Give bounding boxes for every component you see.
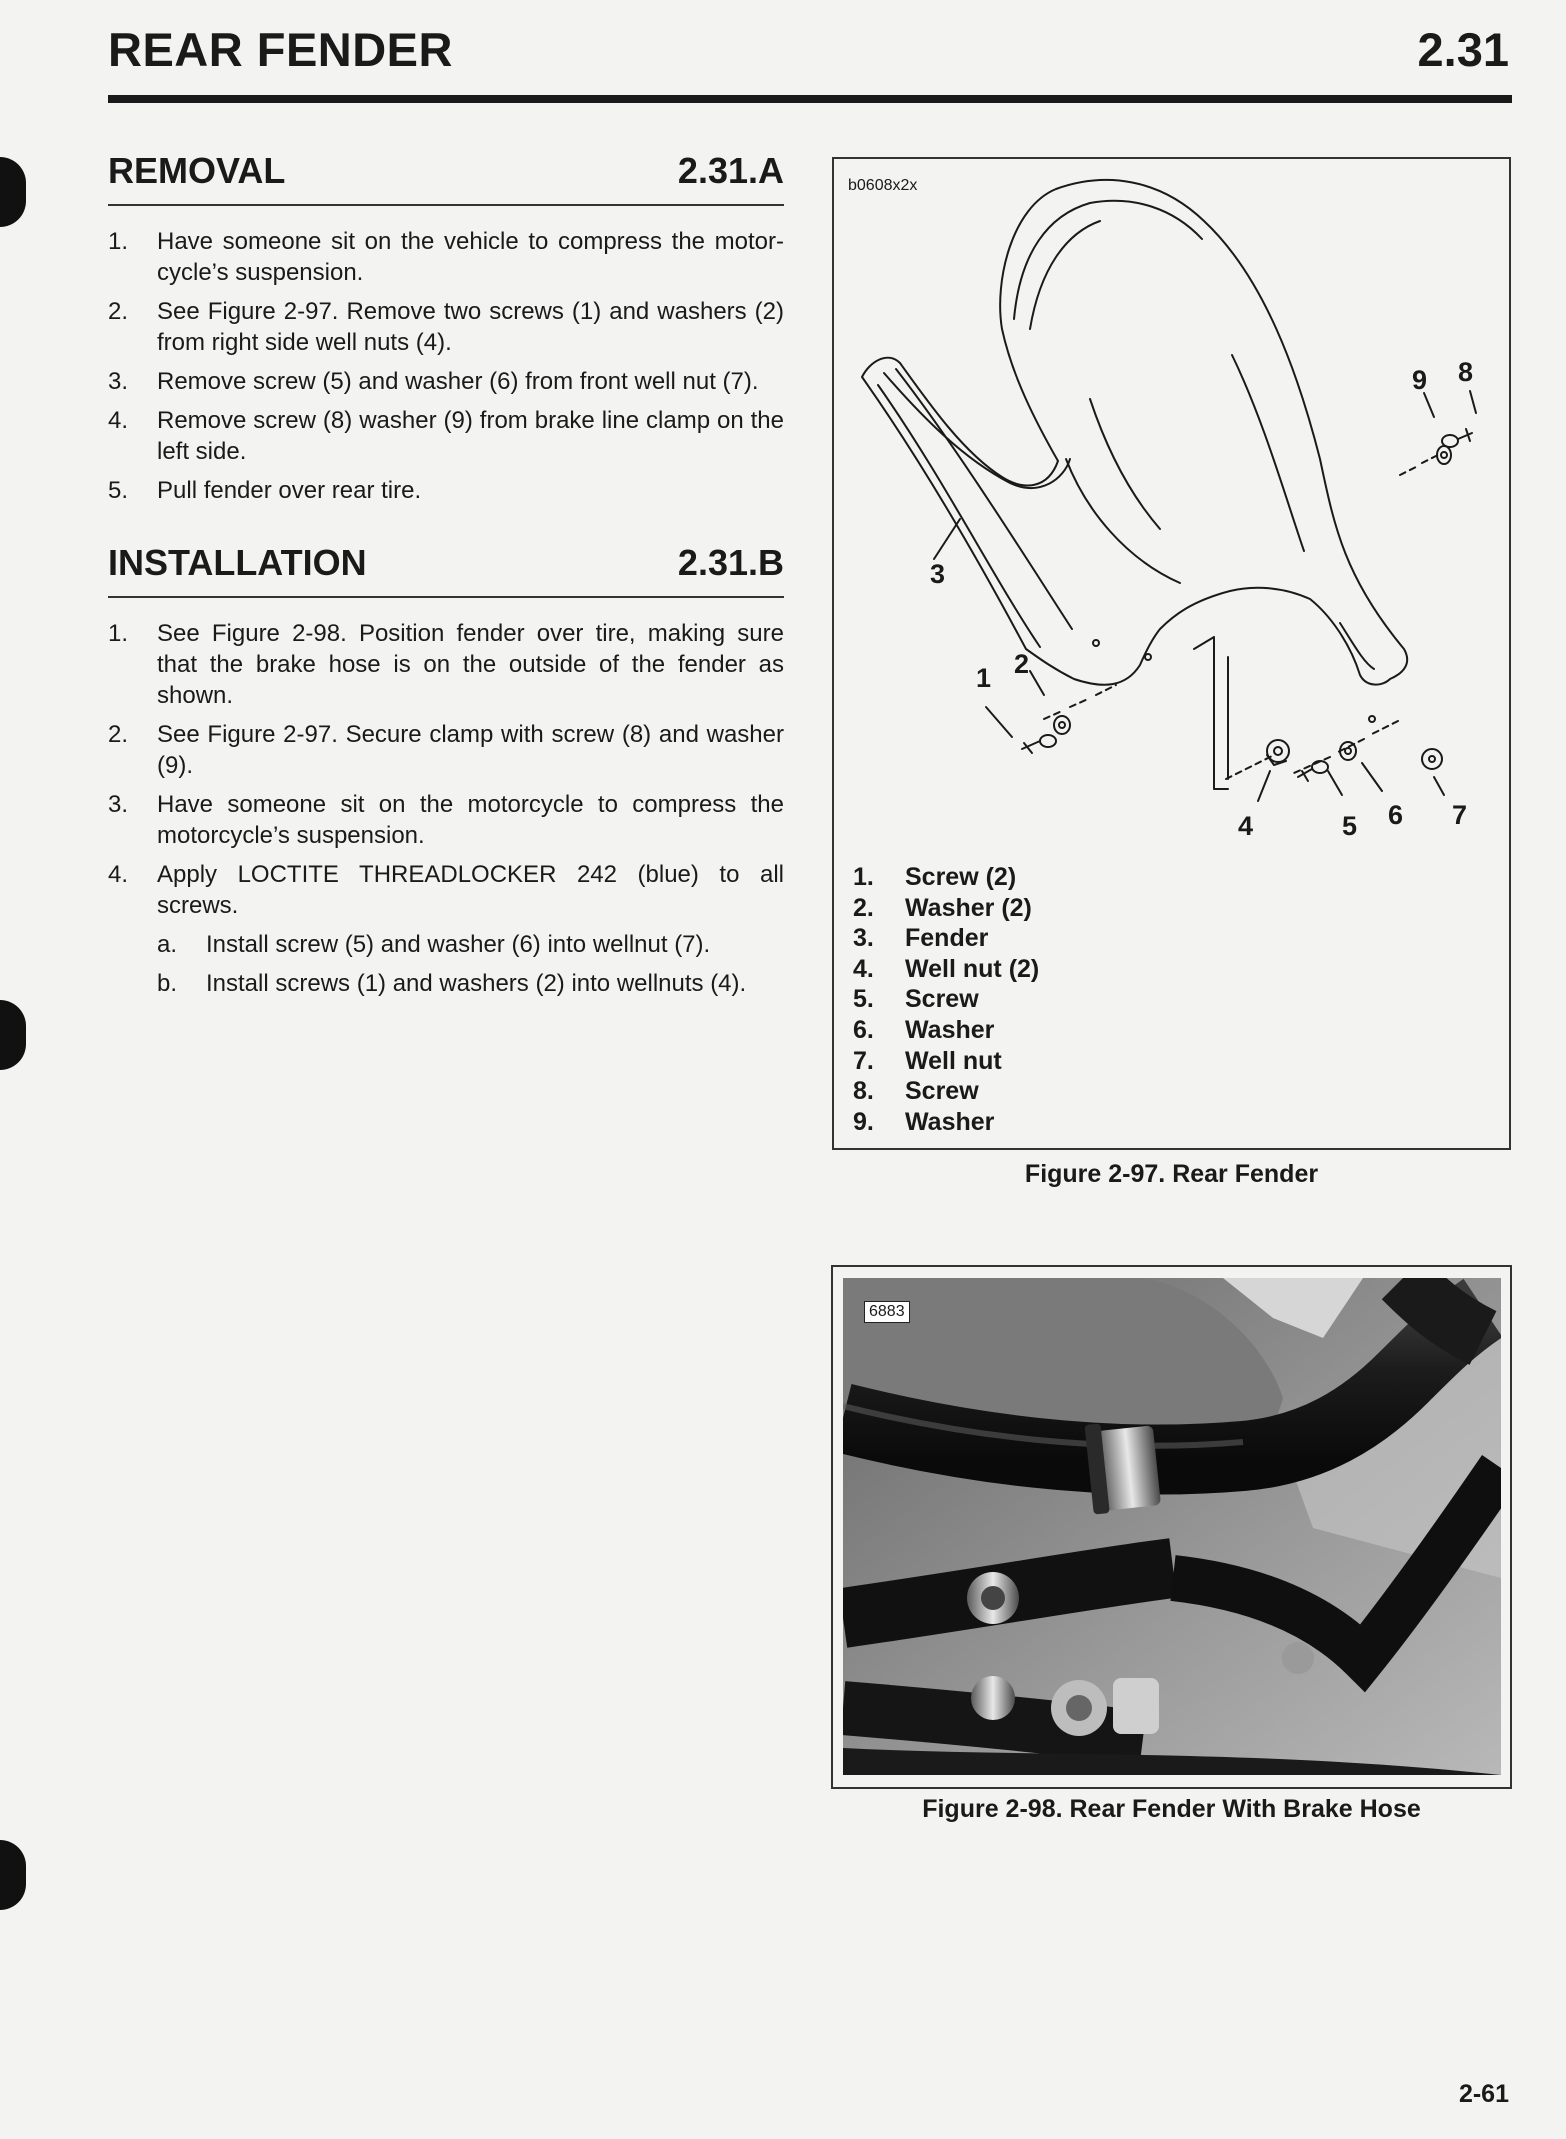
installation-substeps <box>157 929 784 999</box>
list-item: 2. See Figure 2-97. Secure clamp with screw (8) and washer (9). <box>108 721 784 779</box>
legend-item: 9. Washer <box>853 1107 995 1136</box>
legend-item: 2. Washer (2) <box>853 893 1032 922</box>
legend-item: 5. Screw <box>853 985 979 1014</box>
brake-hose-photo <box>843 1278 1501 1775</box>
figure-legend <box>853 862 1039 1137</box>
page-number: 2-61 <box>1458 2080 1509 2108</box>
legend-item: 7. Well nut <box>853 1046 1002 1075</box>
removal-heading <box>108 146 784 206</box>
section-number: 2.31 <box>1417 23 1509 76</box>
legend-item: 8. Screw <box>853 1077 979 1106</box>
list-item: 1. Have someone sit on the vehicle to compress the motor-cycle’s suspension. <box>108 228 784 286</box>
removal-number: 2.31.A <box>677 150 784 191</box>
figure-id: 6883 <box>864 1301 910 1323</box>
callout-5: 5 <box>1342 811 1358 841</box>
callout-6: 6 <box>1388 800 1404 830</box>
list-item: 3. Have someone sit on the motorcycle to compress the motorcycle’s suspension. <box>108 791 784 849</box>
installation-title: INSTALLATION <box>108 542 367 583</box>
callout-3: 3 <box>930 559 946 589</box>
callout-1: 1 <box>976 663 992 693</box>
brake-hose-photo-drawing <box>843 1278 1501 1775</box>
figure-2-97-caption: Figure 2-97. Rear Fender <box>1024 1160 1319 1188</box>
removal-title: REMOVAL <box>108 150 286 191</box>
callout-7: 7 <box>1452 800 1468 830</box>
list-item: 5. Pull fender over rear tire. <box>108 477 422 504</box>
callout-2: 2 <box>1014 649 1030 679</box>
callout-8: 8 <box>1458 357 1474 387</box>
figure-id: b0608x2x <box>848 177 918 194</box>
removal-steps <box>108 226 784 514</box>
legend-item: 4. Well nut (2) <box>853 954 1040 983</box>
legend-item: 3. Fender <box>853 924 989 953</box>
list-item: 4. Apply LOCTITE THREADLOCKER 242 (blue) to all screws. a. Install screw (5) and washer (6) into wellnut (7). b. Install screws (1) and washers (2) into wellnuts (4). <box>108 861 784 997</box>
header-rule <box>108 95 1512 103</box>
list-item: 4. Remove screw (8) washer (9) from brake line clamp on the left side. <box>108 407 784 465</box>
figure-2-98-caption: Figure 2-98. Rear Fender With Brake Hose <box>922 1795 1421 1823</box>
punch-hole <box>0 1000 26 1070</box>
list-item: a. Install screw (5) and washer (6) into wellnut (7). <box>157 931 711 958</box>
installation-steps <box>108 618 784 1007</box>
installation-number: 2.31.B <box>677 542 784 583</box>
rear-fender-drawing <box>834 159 1509 859</box>
punch-hole <box>0 157 26 227</box>
list-item: b. Install screws (1) and washers (2) into wellnuts (4). <box>157 970 747 997</box>
callout-9: 9 <box>1412 365 1428 395</box>
callout-4: 4 <box>1238 811 1254 841</box>
punch-hole <box>0 1840 26 1910</box>
legend-item: 1. Screw (2) <box>853 863 1017 891</box>
installation-heading <box>108 538 784 598</box>
legend-item: 6. Washer <box>853 1015 995 1044</box>
list-item: 1. See Figure 2-98. Position fender over tire, making sure that the brake hose is on the outside of the fender as shown. <box>108 620 784 709</box>
list-item: 3. Remove screw (5) and washer (6) from front well nut (7). <box>108 368 759 395</box>
list-item: 2. See Figure 2-97. Remove two screws (1) and washers (2) from right side well nuts (4). <box>108 298 784 356</box>
page-title: REAR FENDER <box>108 23 453 76</box>
